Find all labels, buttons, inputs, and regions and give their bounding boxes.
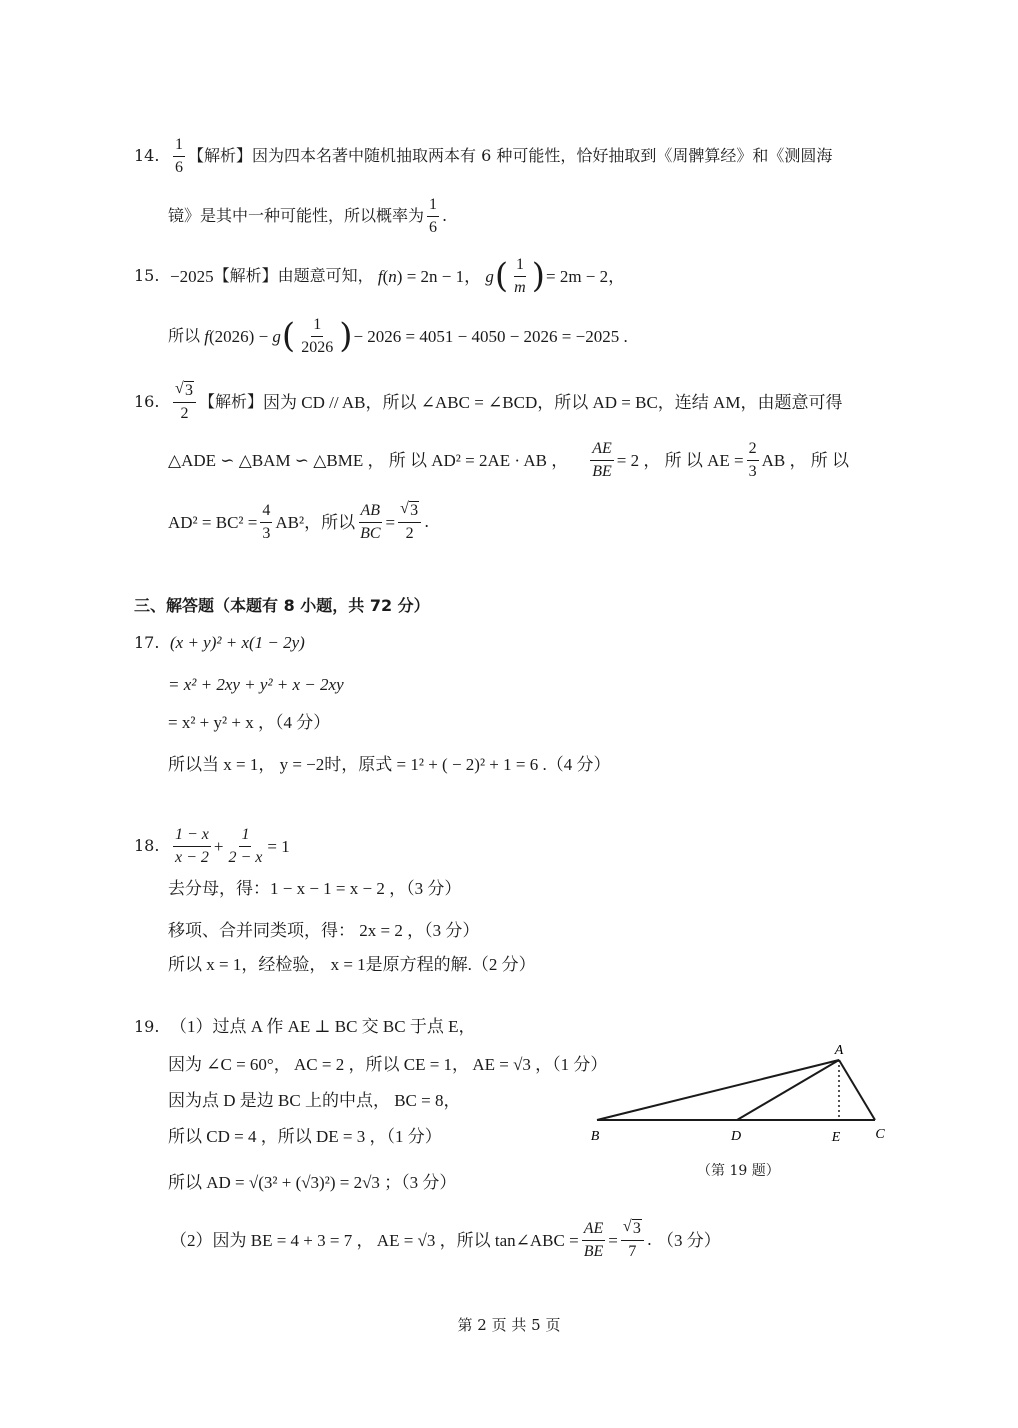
q14-text1: 因为四本名著中随机抽取两本有 6 种可能性，恰好抽取到《周髀算经》和《测圆海 bbox=[252, 146, 833, 166]
q16-line1 bbox=[134, 382, 842, 422]
q16-answer: √ 3 2 bbox=[173, 382, 196, 422]
q15-intro: 由题意可知， bbox=[277, 266, 374, 286]
q19-l1: （1）过点 A 作 AE ⊥ BC 交 BC 于点 E， bbox=[170, 1017, 476, 1036]
q15-answer: −2025 bbox=[170, 266, 214, 286]
q14-line1 bbox=[134, 136, 832, 176]
q18-l2: 去分母，得：1 − x − 1 = x − 2 ，（3 分） bbox=[168, 879, 462, 898]
q19-l5: 所以 AD = √(3² + (√3)²) = 2√3 ；（3 分） bbox=[168, 1173, 457, 1192]
segment-ad bbox=[737, 1060, 839, 1120]
q17-l3: = x² + y² + x ，（4 分） bbox=[168, 713, 331, 732]
q17-number: 17. bbox=[134, 632, 160, 652]
q16-tag: 【解析】 bbox=[199, 392, 264, 412]
label-e: E bbox=[831, 1130, 841, 1145]
q19-line6: （2）因为 BE = 4 + 3 = 7 ， AE = √3 ，所以 tan∠ABC = $\frac{AE}{BE}$ = √ 3 7 . （3 分） bbox=[170, 1218, 721, 1260]
q16-text3b: AB²，所以 bbox=[275, 512, 356, 532]
q18-number: 18. bbox=[134, 836, 160, 856]
figure-caption: （第 19 题） bbox=[697, 1163, 780, 1179]
q18-l3: 移项、合并同类项，得： 2x = 2 ，（3 分） bbox=[168, 921, 480, 940]
q17-l4: 所以当 x = 1， y = −2时，原式 = 1² + ( − 2)² + 1 = 6 .（4 分） bbox=[168, 755, 611, 774]
q14-number: 14. bbox=[134, 146, 160, 166]
q15-line1: 15. −2025 【解析】 由题意可知， f ( n ) = 2n − 1， g ( $\frac{1}{m}$ ) = 2m − 2， bbox=[134, 255, 626, 296]
q19-l3: 因为点 D 是边 BC 上的中点， BC = 8， bbox=[168, 1091, 461, 1110]
q15-line2-prefix: 所以 bbox=[168, 326, 201, 346]
q15-number: 15. bbox=[134, 266, 160, 286]
q19-l6a: （2）因为 BE = 4 + 3 = 7 ， AE = √3 ，所以 tan∠ABC = bbox=[170, 1230, 579, 1250]
q16-text2a: △ADE ∽ △BAM ∽ △BME ， 所 以 AD² = 2AE · AB ， bbox=[168, 450, 569, 470]
q19-l2: 因为 ∠C = 60°， AC = 2 ，所以 CE = 1， AE = √3 ，（1 分） bbox=[168, 1055, 608, 1074]
q19-line1 bbox=[134, 1018, 475, 1035]
q15-line2-expr: − 2026 = 4051 − 4050 − 2026 = −2025 . bbox=[353, 326, 628, 346]
label-c: C bbox=[875, 1127, 885, 1142]
q16-text1: 因为 CD // AB，所以 ∠ABC = ∠BCD，所以 AD = BC，连结 AM，由题意可得 bbox=[263, 392, 843, 412]
q16-number: 16. bbox=[134, 392, 160, 412]
q18-line1: 18. $\frac{1 - x}{x - 2}$ + $\frac{1}{2 - x}$ = 1 bbox=[134, 826, 290, 866]
label-a: A bbox=[834, 1043, 844, 1058]
q16-text2b: = 2 ， 所 以 AE = bbox=[616, 450, 744, 470]
q19-l4: 所以 CD = 4 ，所以 DE = 3 ，（1 分） bbox=[168, 1127, 442, 1146]
q14-answer: $\frac{1}{6}$ bbox=[175, 136, 183, 176]
q14-probability: $\frac{1}{6}$ bbox=[429, 196, 438, 236]
q17-line1 bbox=[134, 634, 305, 651]
q16-text2c: AB ， 所 以 bbox=[761, 450, 849, 470]
segment-ac bbox=[839, 1060, 875, 1120]
q18-l4: 所以 x = 1，经检验， x = 1是原方程的解.（2 分） bbox=[168, 955, 536, 974]
label-b: B bbox=[590, 1129, 600, 1144]
page-footer: 第 2 页 共 5 页 bbox=[457, 1316, 561, 1334]
q17-l2: = x² + 2xy + y² + x − 2xy bbox=[168, 675, 344, 694]
segment-ab bbox=[597, 1060, 839, 1120]
q14-line2: 镜》是其中一种可能性，所以概率为 $\frac{1}{6}$ . bbox=[168, 196, 448, 236]
label-d: D bbox=[730, 1129, 742, 1144]
q16-line3: AD² = BC² = $\frac{4}{3}$ AB²，所以 $\frac{AB}{BC}$ = √ 3 2 . bbox=[168, 500, 430, 542]
q19-number: 19. bbox=[134, 1016, 160, 1036]
q15-g-expr: = 2m − 2， bbox=[545, 266, 626, 286]
q14-text2: 镜》是其中一种可能性，所以概率为 bbox=[168, 206, 425, 226]
q16-line2: △ADE ∽ △BAM ∽ △BME ， 所 以 AD² = 2AE · AB ， $\frac{AE}{BE}$ = 2 ， 所 以 AE = $\frac{2}{3}$ AB ， 所 以 bbox=[168, 440, 849, 480]
q19-figure bbox=[585, 1040, 895, 1150]
q15-tag: 【解析】 bbox=[213, 266, 278, 286]
section3-title: 三、解答题（本题有 8 小题，共 72 分） bbox=[134, 596, 430, 615]
q15-line2: 所以 f(2026) − g ( $\frac{1}{2026}$ ) − 2026 = 4051 − 4050 − 2026 = −2025 . bbox=[168, 315, 628, 356]
q15-f-expr: = 2n − 1， bbox=[406, 266, 482, 286]
q14-tag: 【解析】 bbox=[188, 146, 253, 166]
q17-l1: (x + y)² + x(1 − 2y) bbox=[170, 633, 305, 652]
q16-text3a: AD² = BC² = bbox=[168, 512, 258, 532]
q19-l6b: （3 分） bbox=[657, 1230, 721, 1250]
